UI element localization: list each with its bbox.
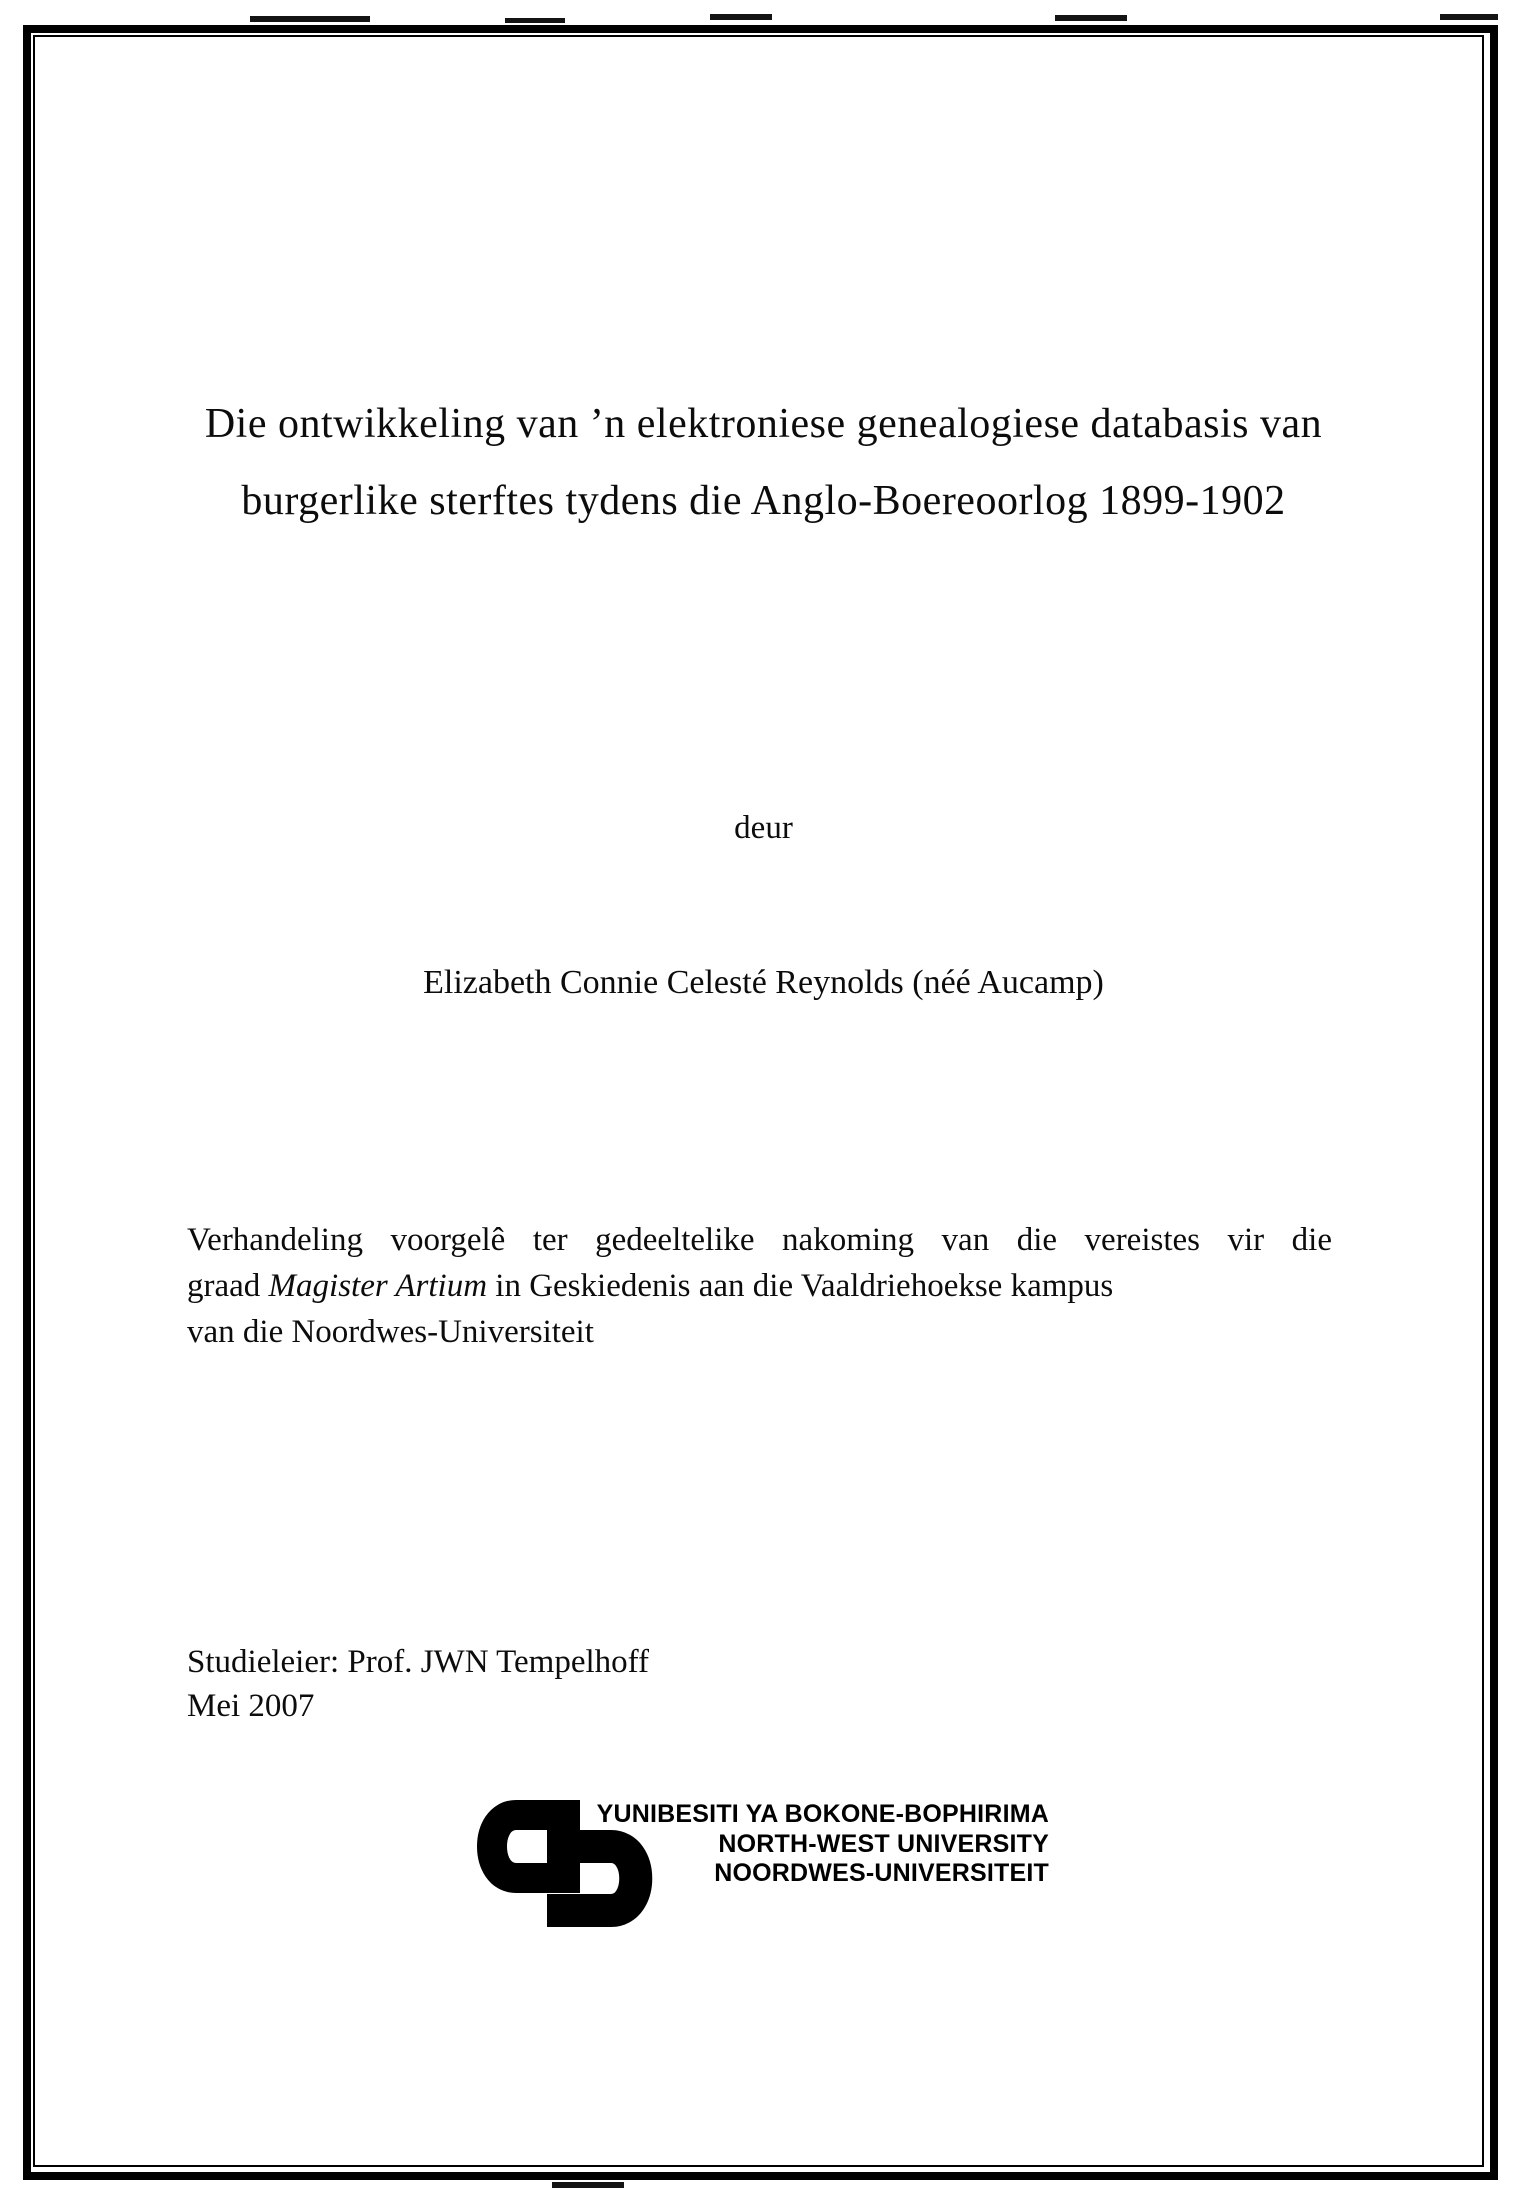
degree-statement-line3: van die Noordwes-Universiteit [187,1314,594,1350]
author-name: Elizabeth Connie Celesté Reynolds (néé Aucamp) [423,964,1104,1001]
scan-artifact [1055,15,1127,21]
thesis-title [0,386,1527,540]
degree-statement-line1: Verhandeling voorgelê ter gedeeltelike nakoming van die vereistes vir die [187,1222,1332,1258]
scan-artifact [250,16,370,22]
logo-text-line2: NORTH-WEST UNIVERSITY [718,1829,1049,1858]
date-line: Mei 2007 [187,1688,315,1724]
university-logo [471,1800,1049,1932]
degree-statement [187,1217,1332,1355]
scan-artifact [505,18,565,23]
logo-text-line3: NOORDWES-UNIVERSITEIT [714,1859,1049,1887]
university-logo-text [471,1800,1049,1889]
byline-label: deur [734,810,793,846]
scan-artifact [1440,14,1498,20]
thesis-title-line1: Die ontwikkeling van ’n elektroniese genealogiese databasis van [204,401,1323,447]
degree-statement-line2 [187,1263,1332,1309]
scan-artifact [710,14,772,20]
supervisor-line: Studieleier: Prof. JWN Tempelhoff [187,1644,650,1680]
degree-statement-line2-prefix: graad [187,1268,269,1304]
supervisor-block [187,1640,649,1728]
thesis-title-line2: burgerlike sterftes tydens die Anglo-Boereoorlog 1899-1902 [241,478,1286,524]
scan-artifact [552,2182,624,2188]
degree-statement-line2-suffix: in Geskiedenis aan die Vaaldriehoekse kampus [487,1268,1114,1304]
logo-text-line1: YUNIBESITI YA BOKONE-BOPHIRIMA [596,1800,1049,1828]
degree-name: Magister Artium [268,1268,488,1304]
